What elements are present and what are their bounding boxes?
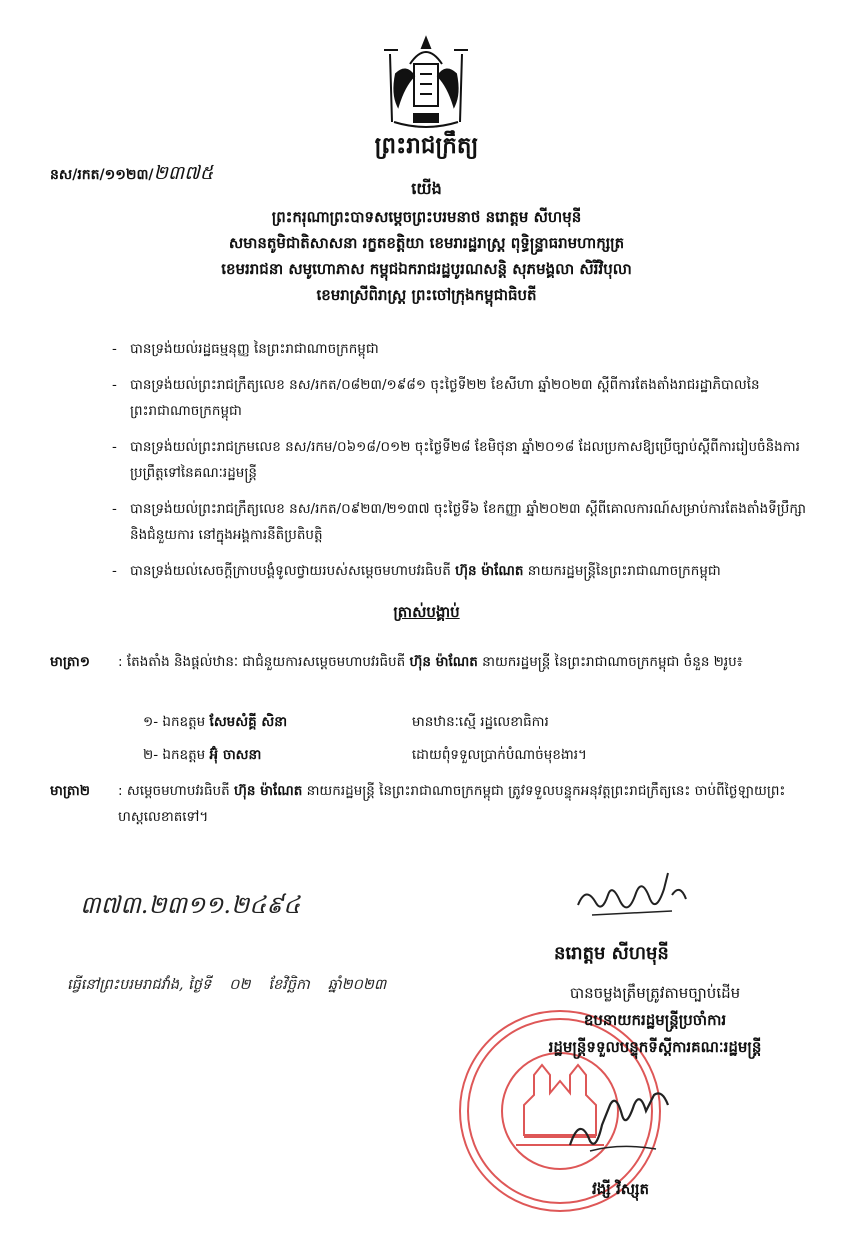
pm-name: ហ៊ុន ម៉ាណែត [409,654,478,670]
article-1-body: : តែងតាំង និងផ្តល់ឋានៈ ជាជំនួយការសម្តេចមហាបវរធិបតី ហ៊ុន ម៉ាណែត នាយករដ្ឋមន្ត្រី នៃព្រះរាជាណាចក្រកម្ពុជា ចំនួន ២រូប៖ [118,654,743,670]
minister-name: វង្សី វិស្សុត [592,1180,650,1198]
day: ០២ [229,977,251,993]
member-row: ២- ឯកឧត្តម អ៊ុំ ចាសនា ដោយពុំទទួលប្រាក់បំណាច់មុខងារ។ [143,746,587,766]
king-title-line: សមានតូមិជាតិសាសនា រក្ខតខត្តិយា ខេមរារដ្ឋរាស្ត្រ ពុទ្ធិន្ទ្រាធរាមហាក្សត្រ [228,234,625,252]
certified-copy-line: បានចម្លងត្រឹមត្រូវតាមច្បាប់ដើម [569,984,741,1002]
king-title-line: ខេមររាជនា សមូហោភាស កម្ពុជឯករាជរដ្ឋបូរណសន្តិ សុភមង្គលា សិរីវិបុលា [221,260,632,278]
page-title: ព្រះរាជក្រឹត្យ [374,133,479,159]
registration-number-handwritten: ៣៧៣.២៣១១.២៤៩៤ [80,891,301,919]
pm-name: ហ៊ុន ម៉ាណែត [455,563,524,579]
article-1-label: មាត្រា១ [50,654,90,670]
references-list [112,336,812,594]
member-role: ដោយពុំទទួលប្រាក់បំណាច់មុខងារ។ [411,747,587,763]
article-1 [50,649,810,675]
deputy-pm-line: ឧបនាយករដ្ឋមន្ត្រីប្រចាំការ [583,1011,727,1029]
we-heading: យើង [411,179,442,198]
minister-signature [560,1085,680,1157]
decree-number-handwritten: ២៣៧៥ [153,162,214,184]
pm-name: ហ៊ុន ម៉ាណែត [233,783,303,799]
countersign-block [470,980,840,1061]
reference-item: - បានទ្រង់យល់ព្រះរាជក្រឹត្យលេខ នស/រកត/០៩២៣/២១៣៧ ចុះថ្ងៃទី៦ ខែកញ្ញា ឆ្នាំ២០២៣ ស្តីពីគោលការណ៍សម្រាប់ការតែងតាំងទីប្រឹក្សា និងជំនួយការ នៅក្នុងអង្គការនីតិប្រតិបត្តិ [112,501,807,543]
reference-item: - បានទ្រង់យល់ព្រះរាជក្រឹត្យលេខ នស/រកត/០៨២៣/១៩៨១ ចុះថ្ងៃទី២២ ខែសីហា ឆ្នាំ២០២៣ ស្តីពីការតែងតាំងរាជរដ្ឋាភិបាលនៃព្រះរាជាណាចក្រកម្ពុជា [112,377,760,419]
place-date: ធ្វើនៅព្រះបរមរាជវាំង, ថ្ងៃទី ០២ ខែវិច្ឆិកា ឆ្នាំ២០២៣ [67,977,387,993]
member-row: ១- ឯកឧត្តម សែមសំគ្គី សិនា មានឋានៈស្មើ រដ្ឋលេខាធិការ [143,713,549,733]
reference-item: - បានទ្រង់យល់សេចក្តីក្រាបបង្គំទូលថ្វាយរបស់សម្តេចមហាបវរធិបតី ហ៊ុន ម៉ាណែត នាយករដ្ឋមន្ត្រីនៃព្រះរាជាណាចក្រកម្ពុជា [112,563,721,579]
minister-line: រដ្ឋមន្ត្រីទទួលបន្ទុកទីស្តីការគណៈរដ្ឋមន្ត្រី [548,1038,762,1056]
article-2-body: : សម្តេចមហាបវរធិបតី ហ៊ុន ម៉ាណែត នាយករដ្ឋមន្ត្រី នៃព្រះរាជាណាចក្រកម្ពុជា ត្រូវទទួលបន្ទុកអនុវត្តព្រះរាជក្រឹត្យនេះ ចាប់ពីថ្ងៃឡាយព្រះហស្តលេខាតទៅ។ [118,783,786,825]
royal-emblem-icon [370,34,482,134]
royal-signature [572,865,692,923]
member-name: សែមសំគ្គី សិនា [209,714,288,730]
reference-item: - បានទ្រង់យល់រដ្ឋធម្មនុញ្ញ នៃព្រះរាជាណាចក្រកម្ពុជា [112,341,379,357]
member-role: មានឋានៈស្មើ រដ្ឋលេខាធិការ [411,714,549,730]
king-title-line: ព្រះករុណាព្រះបាទសម្តេចព្រះបរមនាថ នរោត្តម សីហមុនី [271,208,582,226]
member-name: អ៊ុំ ចាសនា [209,747,262,763]
article-2 [50,778,810,830]
royal-name: នរោត្តម សីហមុនី [554,943,669,964]
king-title-line: ខេមរាស្រីពិរាស្ត្រ ព្រះចៅក្រុងកម្ពុជាធិបតី [316,286,537,304]
decree-number-prefix: នស/រកត/១១២៣/ [50,167,154,183]
king-titles [60,204,793,308]
article-2-label: មាត្រា២ [50,783,90,799]
reference-item: - បានទ្រង់យល់ព្រះរាជក្រមលេខ នស/រកម/០៦១៨/០១២ ចុះថ្ងៃទី២៨ ខែមិថុនា ឆ្នាំ២០១៨ ដែលប្រកាសឱ្យប្រើច្បាប់ស្តីពីការរៀបចំនិងការប្រព្រឹត្តទៅនៃគណៈរដ្ឋមន្ត្រី [112,439,800,481]
order-heading: ត្រាស់បង្គាប់ [393,603,460,621]
